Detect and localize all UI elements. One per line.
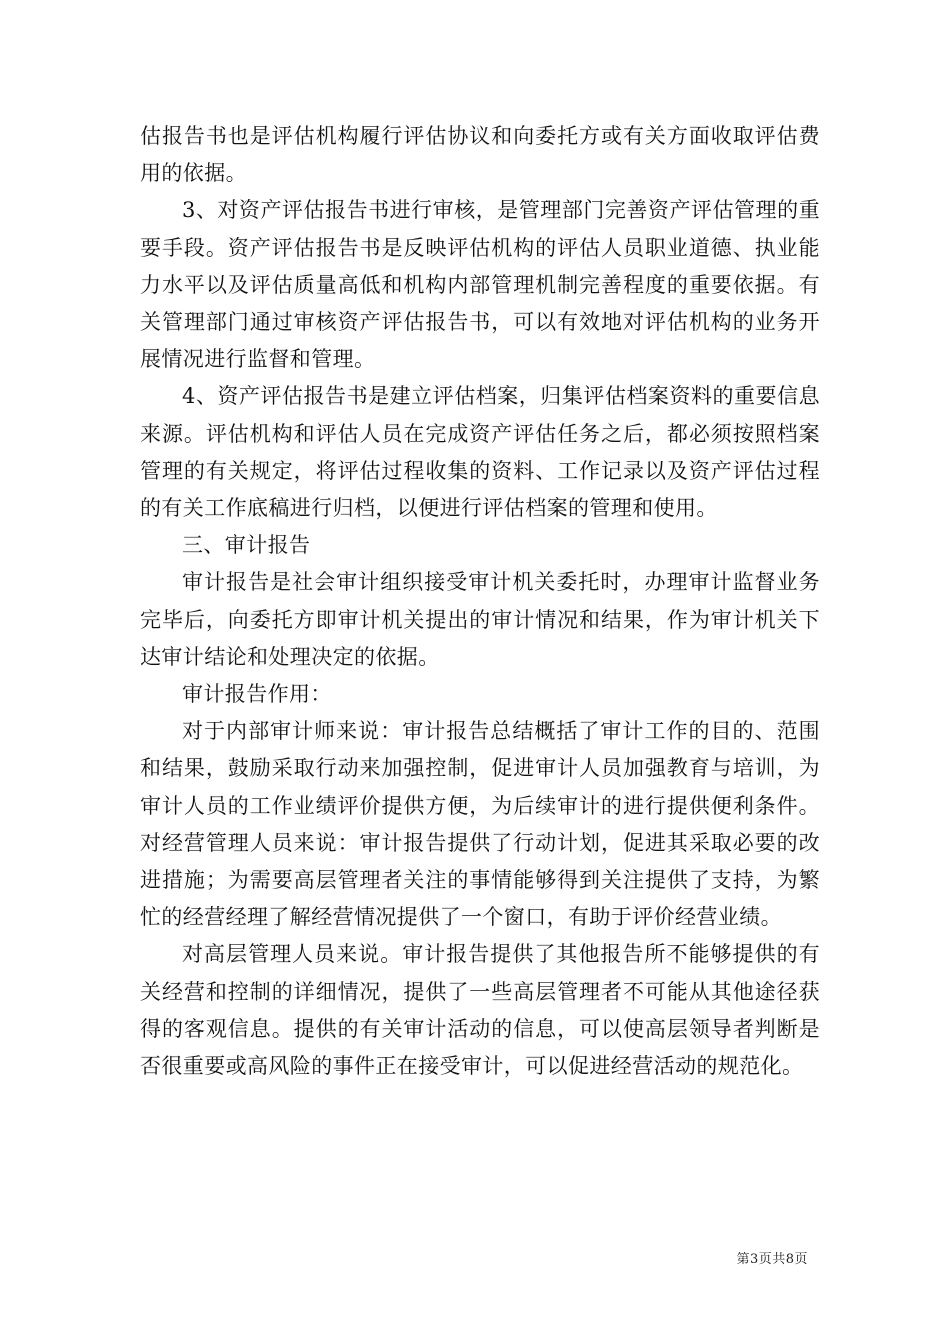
paragraph-1: 估报告书也是评估机构履行评估协议和向委托方或有关方面收取评估费用的依据。	[140, 124, 820, 186]
document-body	[140, 118, 820, 1085]
subheading: 审计报告作用：	[182, 682, 332, 707]
section-heading: 三、审计报告	[182, 533, 311, 558]
paragraph-5: 审计报告是社会审计组织接受审计机关委托时，办理审计监督业务完毕后，向委托方即审计机关提出的审计情况和结果，作为审计机关下达审计结论和处理决定的依据。	[140, 570, 820, 669]
paragraph-8: 对高层管理人员来说。审计报告提供了其他报告所不能够提供的有关经营和控制的详细情况，提供了一些高层管理者不可能从其他途径获得的客观信息。提供的有关审计活动的信息，可以使高层领导者判断是否很重要或高风险的事件正在接受审计，可以促进经营活动的规范化。	[140, 942, 820, 1079]
paragraph-7: 对于内部审计师来说：审计报告总结概括了审计工作的目的、范围和结果，鼓励采取行动来加强控制，促进审计人员加强教育与培训，为审计人员的工作业绩评价提供方便，为后续审计的进行提供便利条件。对经营管理人员来说：审计报告提供了行动计划，促进其采取必要的改进措施；为需要高层管理者关注的事情能够得到关注提供了支持，为繁忙的经营经理了解经营情况提供了一个窗口，有助于评价经营业绩。	[140, 719, 820, 930]
page-number: 第3页共8页	[736, 1252, 808, 1267]
paragraph-3: 4、资产评估报告书是建立评估档案，归集评估档案资料的重要信息来源。评估机构和评估人员在完成资产评估任务之后，都必须按照档案管理的有关规定，将评估过程收集的资料、工作记录以及资产评估过程的有关工作底稿进行归档，以便进行评估档案的管理和使用。	[140, 384, 820, 521]
paragraph-2: 3、对资产评估报告书进行审核，是管理部门完善资产评估管理的重要手段。资产评估报告书是反映评估机构的评估人员职业道德、执业能力水平以及评估质量高低和机构内部管理机制完善程度的重要依据。有关管理部门通过审核资产评估报告书，可以有效地对评估机构的业务开展情况进行监督和管理。	[140, 198, 820, 372]
